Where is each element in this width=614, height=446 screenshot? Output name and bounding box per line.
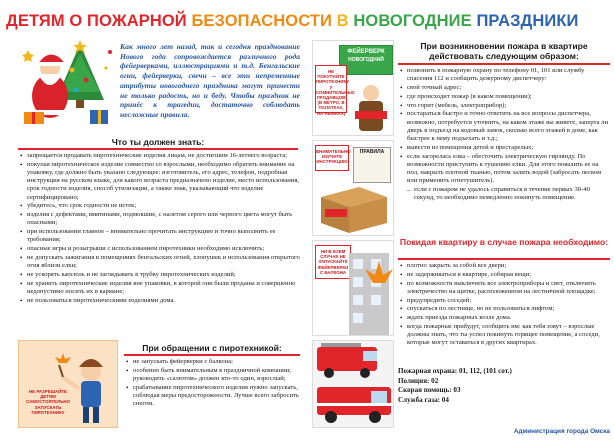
title-word: ДЕТЯМ bbox=[6, 12, 65, 30]
emergency-contacts bbox=[398, 367, 598, 405]
list-item: • вывести из помещения детей и престарелых; bbox=[400, 144, 608, 152]
section-heading-know: Что ты должен знать: bbox=[111, 137, 205, 147]
title-word: В bbox=[336, 12, 349, 30]
building-caption: НИ В КОЕМ СЛУЧАЕ НЕ ЗАПУСКАЙТЕ ФЕЙЕРВЕРКИ С БАЛКОНА bbox=[317, 249, 349, 275]
firework-box-label-2: НОВОГОДНИЙ bbox=[348, 57, 384, 63]
list-item: • не хранить пиротехнические изделия вне упаковки, в которой они были проданы и совершенно недопустимо носить их в кармане; bbox=[20, 280, 302, 296]
list-item: • плотно закрыть за собой все двери; bbox=[400, 262, 608, 270]
seller-icon bbox=[351, 81, 391, 135]
santa-illustration bbox=[20, 40, 116, 126]
contact-line: Полиция: 02 bbox=[398, 376, 439, 385]
list-item: – если с пожаром не удалось справиться в течение первых 30-40 секунд, то необходимо немедленно покинуть помещение. bbox=[400, 186, 608, 202]
child-illustration bbox=[18, 340, 118, 428]
building-icon bbox=[343, 243, 393, 335]
fire-truck-icon bbox=[313, 341, 394, 428]
list-item: • где происходит пожар (в каком помещении); bbox=[400, 93, 608, 101]
firework-caption: НЕ ПОКУПАЙТЕ ПИРОТЕХНИКУ У СОМНИТЕЛЬНЫХ ПРОДАВЦОВ (В МЕТРО, В ПАЛАТКАХ, НА РЫНКАХ) bbox=[316, 69, 355, 116]
list-item: • не пользоваться пиротехническими изделиями дома. bbox=[20, 297, 302, 305]
list-item: • позвонить в пожарную охрану по телефону 01, 101 или службу спасения 112 и сообщить дежурному диспетчеру: bbox=[400, 67, 608, 83]
fire-trucks-illustration bbox=[312, 340, 394, 428]
list-item: • если загорелась елка – обесточить электрическую гирлянду. По возможности приступить к тушению елки. Для этого повалить ее на пол, накрыть плотной тканью, потом залить водой (забросать песком или применить огнетушитель). bbox=[400, 153, 608, 186]
title-word: О bbox=[69, 12, 83, 30]
list-item: • ждать приезда пожарных возле дома. bbox=[400, 314, 608, 322]
contact-line: Служба газа: 04 bbox=[398, 395, 449, 404]
child-caption: НЕ РАЗРЕШАЙТЕ ДЕТЯМ САМОСТОЯТЕЛЬНО ЗАПУСКАТЬ ПИРОТЕХНИКУ bbox=[26, 389, 70, 415]
title-word: ПРАЗДНИКИ bbox=[476, 12, 579, 30]
section-heading-handling: При обращении с пиротехникой: bbox=[142, 343, 282, 353]
list-item: • спускаться по лестнице, но не пользоваться лифтом; bbox=[400, 305, 608, 313]
divider bbox=[398, 63, 610, 65]
list-item: • срабатывание пиротехнического изделия нужно запускать, соблюдая меры предосторожности. Лучше всего забросить снегом. bbox=[126, 384, 302, 409]
section-heading-fire: При возникновении пожара в квартире действовать следующим образом: bbox=[420, 41, 588, 61]
list-item: • не ускорять капсюль и не заглядывать в трубку пиротехнических изделий; bbox=[20, 271, 302, 279]
list-item: • особенно быть внимательным в праздничной компании; руководить «салютом» должен кто-то один, взрослый; bbox=[126, 367, 302, 383]
title-word: ПОЖАРНОЙ bbox=[87, 12, 187, 30]
intro-paragraph: Как много лет назад, так и сегодня празднование Нового года сопровождается различного рода фейерверками, иллюстрациями и т.д. Бенгальские огни, фейерверки, свечи – все эти непременные атрибуты новогоднего праздника могут принести не только радость, но и беду. Чтобы праздник не принёс к трагедии, достаточно соблюдать несложные правила. bbox=[120, 42, 300, 119]
list-item: • запрещается продавать пиротехнические изделия лицам, не достигшим 16-летнего возраста; bbox=[20, 152, 302, 160]
know-list bbox=[20, 152, 302, 306]
balcony-illustration bbox=[312, 240, 394, 336]
firework-seller-illustration bbox=[312, 40, 394, 136]
instruction-sheet-label: ПРАВИЛА bbox=[359, 149, 385, 155]
instructions-caption: ВНИМАТЕЛЬНО ИЗУЧИТЕ ИНСТРУКЦИЮ bbox=[316, 149, 351, 165]
list-item: • что горит (мебель, электроприбор); bbox=[400, 102, 608, 110]
contact-line: Пожарная охрана: 01, 112, (101 сот.) bbox=[398, 367, 512, 375]
fire-list bbox=[400, 67, 608, 203]
title-word: БЕЗОПАСНОСТИ bbox=[191, 12, 332, 30]
list-item: • предупредить соседей; bbox=[400, 297, 608, 305]
list-item: • когда пожарные прибудут, сообщить им: как тебя зовут – взрослые должны знать, что ты успел покинуть горящее помещение, а соседи, которые могут оставаться в других квартирах. bbox=[400, 323, 608, 348]
list-item: • убедитесь, что срок годности не истек; bbox=[20, 202, 302, 210]
list-item: • при использовании главное – внимательно прочитать инструкцию и точно выполнить ее требования; bbox=[20, 228, 302, 244]
page-title bbox=[6, 10, 608, 32]
list-item: • по возможности выключить все электроприборы и свет, отключить электричество на щитке, расположенном на лестничной площадке; bbox=[400, 280, 608, 296]
list-item: • опасные игры и розыгрыши с использованием пиротехники необходимо исключить; bbox=[20, 245, 302, 253]
title-word: НОВОГОДНИЕ bbox=[353, 12, 472, 30]
leave-list bbox=[400, 262, 608, 348]
publisher-footer: Администрация города Омска bbox=[513, 428, 610, 435]
list-item: • постараться быстро и точно ответить на все вопросы диспетчера, возможно, потребуется уточнить, на каком этаже вы живете, заперта ли дверь в подъезд на кодовый замок, сколько всего этажей в доме, как быстрее к нему подъехать и т.д.; bbox=[400, 110, 608, 143]
firework-box-label: ФЕЙЕРВЕРК bbox=[347, 49, 385, 55]
divider bbox=[18, 148, 298, 150]
list-item: • не допускать зажигания в помещениях бенгальских огней, хлопушек и использования открытого огня вблизи елки; bbox=[20, 254, 302, 270]
divider bbox=[398, 258, 610, 260]
list-item: • не запускать фейерверки с балкона; bbox=[126, 358, 302, 366]
list-item: • не задерживаться в квартире, собирая вещи; bbox=[400, 271, 608, 279]
list-item: • свой точный адрес; bbox=[400, 84, 608, 92]
list-item: • изделия с дефектами, вмятинами, подмокшие, с налетом серого или черного цвета могут быть опасными; bbox=[20, 211, 302, 227]
section-heading-leave: Покидая квартиру в случае пожара необходимо: bbox=[399, 237, 609, 247]
list-item: • покупая пиротехническое изделие совместно со взрослыми, необходимо обратить внимание на упаковку, где должно быть указано следующее: изготовитель, его адрес, телефон, подробная инструкция на русском языке, для какого возраста предназначено изделие, место использования, срок годности изделия, способ утилизации, а также знак, указывающий что изделие сертифицировано; bbox=[20, 161, 302, 202]
instructions-illustration bbox=[312, 140, 394, 236]
handling-list bbox=[126, 358, 302, 409]
divider bbox=[124, 354, 300, 356]
box-icon bbox=[315, 177, 393, 235]
contact-line: Скорая помощь: 03 bbox=[398, 386, 461, 395]
